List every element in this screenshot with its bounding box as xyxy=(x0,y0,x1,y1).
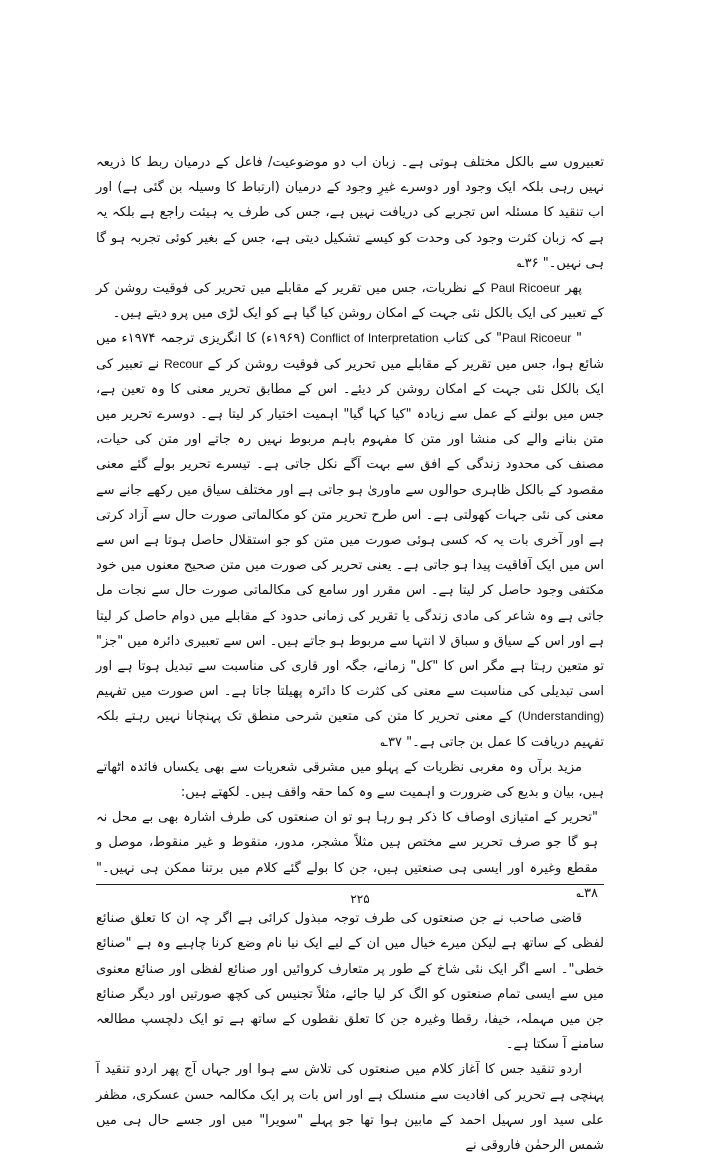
text-run: " xyxy=(571,331,583,347)
latin-term: Paul Ricoeur xyxy=(502,331,572,346)
text-run: پھر xyxy=(560,281,582,297)
text-run: نے تعبیر کی ایک بالکل نئی جہت کے امکان روشن کر دیئے۔ اس کے مطابق تحریر معنی کا وہ تعین ہے، جس میں بولنے کے عمل سے زیادہ "کیا کہا گیا" اہمیت اختیار کر لیتا ہے۔ دوسرے تحریر میں متن بنانے والے کی منشا اور متن کا مفہوم باہم مربوط نہیں رہ جاتے اور متن کی حیات، مصنف کی محدود زندگی کے افق سے بہت آگے نکل جاتی ہے۔ تیسرے تحریر بولے گئے معنی مقصود کے بالکل ظاہری حوالوں سے ماوریٰ ہو جاتی ہے اور مختلف سیاق میں رکھے جانے سے معنی کی نئی جہات کھولتی ہے۔ اس طرح تحریر متن کو مکالماتی صورت حال سے آزاد کرتی ہے اور آخری بات یہ کہ کسی ہوئی صورت میں متن کو جو استقلال حاصل ہوتا ہے اس سے اس میں ایک آفاقیت پیدا ہو جاتی ہے۔ یعنی تحریر کی صورت میں متن صحیح معنوں میں خود مکتفی وجود حاصل کر لیتا ہے۔ اس مقرر اور سامع کی مکالماتی صورت حال سے نجات مل جاتی ہے وہ شاعر کی مادی زندگی یا تقریر کی زمانی حدود کے مقابلے میں دوام حاصل کر لیتا ہے اور اس کے سیاق و سباق لا انتہا سے مربوط ہو جاتے ہیں۔ اس سے تعبیری دائرہ میں "جز" تو متعین رہتا ہے مگر اس کا "کل" زمانے، جگہ اور قاری کی مناسبت سے تبدیل ہوتا ہے اور اسی تبدیلی کی مناسبت سے معنی کی کثرت کا دائرہ پھیلتا جاتا ہے۔ اس صورت میں تفہیم xyxy=(96,356,604,700)
text-run: (۱۹۶۹ء) کا انگریزی ترجمہ ۱۹۷۴ء میں شائع ہوا، جس میں تقریر کے مقابلے میں تحریر کی فوقیت روشن کر کے xyxy=(96,331,604,372)
text-run: "تحریر کے امتیازی اوصاف کا ذکر ہو رہا ہو تو ان صنعتوں کی طرف اشارہ بھی بے محل نہ ہو گا جو صرف تحریر سے مختص ہیں مثلاً مشجر، مدور، منقوط و غیر منقوط، موصل و مقطع وغیرہ اور ایسی ہی صنعتیں ہیں، جن کا بولے گئے کلام میں برتنا ممکن ہی نہیں۔" ۳۸؎ xyxy=(96,810,598,901)
latin-term: Recour xyxy=(164,356,203,371)
text-run: " کی کتاب xyxy=(438,331,503,347)
page-number: ۲۲۵ xyxy=(350,892,370,906)
footer-rule xyxy=(96,884,604,885)
text-run: مزید برآں وہ مغربی نظریات کے پہلو میں مشرقی شعریات سے بھی یکساں فائدہ اٹھاتے ہیں، بیان و بدیع کی ضرورت و اہمیت سے وہ کما حقہ واقف ہیں۔ لکھتے ہیں: xyxy=(96,759,604,801)
text-run: تعبیروں سے بالکل مختلف ہوتی ہے۔ زبان اب دو موضوعیت/ فاعل کے درمیان ربط کا ذریعہ نہیں رہی بلکہ ایک وجود اور دوسرے غیرِ وجود کے درمیان (ارتباط کا وسیلہ بن گئی ہے) اور اب تنقید کا مسئلہ اس تجربے کی دریافت نہیں ہے، جس کی طرف یہ ہیئت راجع ہے بلکہ یہ ہے کہ زبان کثرت وجود کی وحدت کو کیسے تشکیل دیتی ہے، جس کے بغیر کوئی تجربہ ہو گا ہی نہیں۔" ۳۶؎ xyxy=(96,155,604,271)
latin-term: Paul Ricoeur xyxy=(490,281,561,296)
body-text xyxy=(96,150,604,1158)
paragraph-p2 xyxy=(96,276,604,326)
paragraph-p3 xyxy=(96,326,604,754)
latin-term: (Understanding) xyxy=(517,709,604,724)
latin-term: Conflict of Interpretation xyxy=(309,331,439,346)
text-run: اردو تنقید جس کا آغاز کلام میں صنعتوں کی تلاش سے ہوا اور جہاں آج پھر اردو تنقید آ پہنچی ہے تحریر کی افادیت سے منسلک ہے اور اس بات پر ایک مکالمہ حسن عسکری، مظفر علی سید اور سہیل احمد کے مابین ہوا تھا جو پہلے "سویرا" میں اور جسے حال ہی میں شمس الرحمٰن فاروقی نے xyxy=(96,1062,604,1153)
paragraph-p4 xyxy=(96,755,604,805)
text-run: کے معنی تحریر کا متن کی متعین شرحی منطق تک پہنچانا نہیں رہتے بلکہ تفہیم دریافت کا عمل بن جاتی ہے۔" ۳۷؎ xyxy=(96,709,604,750)
paragraph-p7 xyxy=(96,1057,604,1158)
text-run: کے نظریات، جس میں تقریر کے مقابلے میں تحریر کی فوقیت روشن کر کے تعبیر کی ایک بالکل نئی جہت کے امکان روشن کیا گیا ہے کو ایک لڑی میں پرو دیتے ہیں۔ xyxy=(96,281,604,322)
paragraph-p5 xyxy=(96,805,604,906)
text-run: قاضی صاحب نے جن صنعتوں کی طرف توجہ مبذول کرائی ہے اگر چہ ان کا تعلق صنائع لفظی کے ساتھ ہے لیکن میرے خیال میں ان کے لیے ایک نیا نام وضع کرنا چاہیے وہ ہے "صنائع خطی"۔ اسے اگر ایک نئی شاخ کے طور پر متعارف کروائیں اور صنائع لفظی اور صنائع معنوی میں سے ایسی تمام صنعتوں کو الگ کر لیا جائے، مثلاً تجنیس کی کچھ صورتیں اور دیگر صنائع جن میں مہملہ، خیفا، رقطا وغیرہ جن کا تعلق نقطوں کے ساتھ ہے تو ایک دلچسپ مطالعہ سامنے آ سکتا ہے۔ xyxy=(96,911,604,1053)
paragraph-p6 xyxy=(96,906,604,1057)
paragraph-p1 xyxy=(96,150,604,276)
